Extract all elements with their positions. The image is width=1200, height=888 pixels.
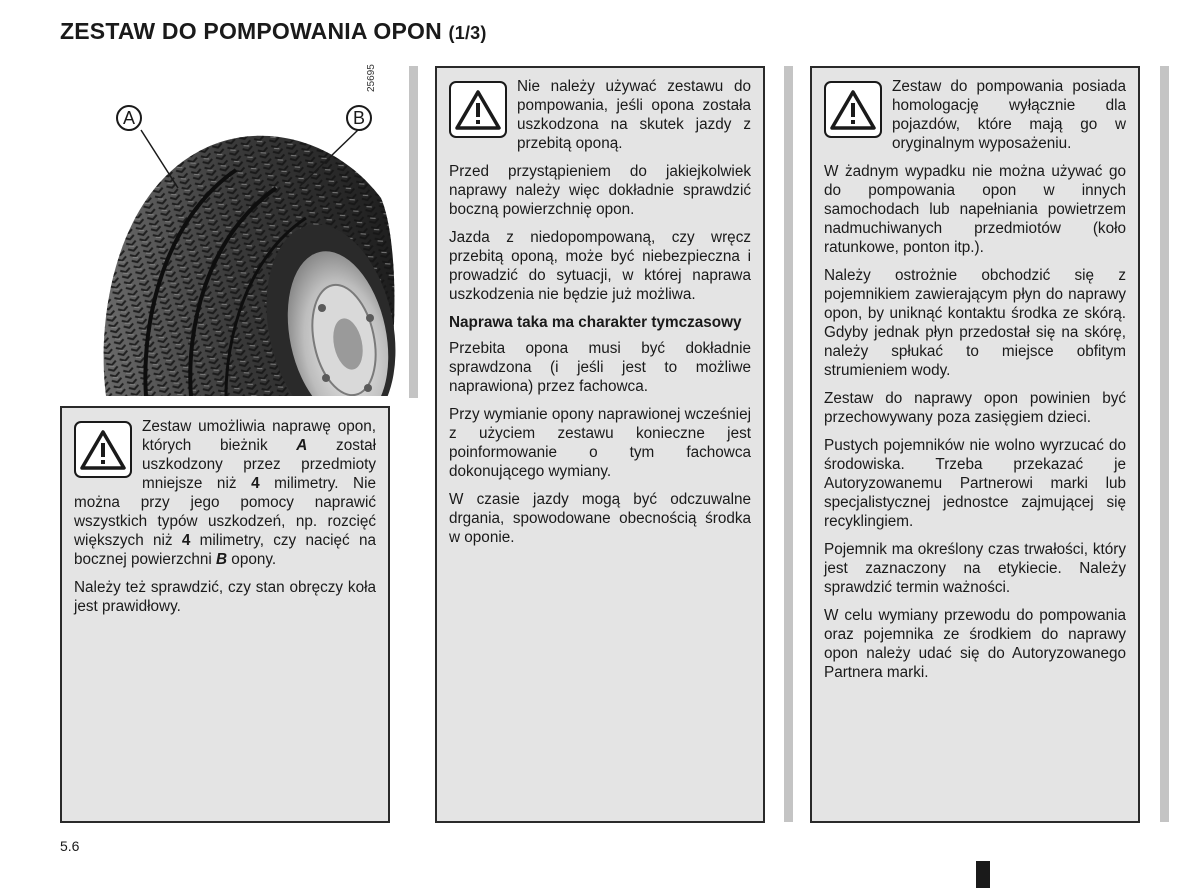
page-edge-marker xyxy=(976,861,990,888)
left-warning-text: Zestaw umożliwia naprawę opon, których bieżnik A został uszkodzony przez przedmioty mniejsze niż 4 milimetry. Nie można przy jego pomocy naprawić wszystkich typów uszkodzeń, np. rozcięć większych niż 4 milimetry, czy nacięć na bocznej powierzchni B opony. xyxy=(74,418,377,568)
middle-paragraph-2: Jazda z niedopompowaną, czy wręcz przebitą oponą, może być niebezpieczna i prowadzić do sytuacji, w której naprawa uszkodzenia nie będzie już możliwa. xyxy=(449,229,751,303)
figure-reference-number: 25695 xyxy=(366,64,377,92)
right-paragraph-5: Pojemnik ma określony czas trwałości, który jest zaznaczony na etykiecie. Należy sprawdzić termin ważności. xyxy=(824,541,1126,596)
middle-heading: Naprawa taka ma charakter tymczasowy xyxy=(449,314,742,331)
sidewall-label: B xyxy=(216,551,228,568)
column-bar-left xyxy=(409,66,418,398)
warning-icon xyxy=(824,81,882,138)
page-number: 5.6 xyxy=(60,838,80,854)
tread-label: A xyxy=(296,437,308,454)
callout-b: B xyxy=(346,105,372,131)
middle-paragraph-4: Przy wymianie opony naprawionej wcześniej z użyciem zestawu konieczne jest poinformowanie o tym fachowca dokonującego wymiany. xyxy=(449,406,751,480)
title-part: (1/3) xyxy=(448,23,487,43)
right-paragraph-4: Pustych pojemników nie wolno wyrzucać do środowiska. Trzeba przekazać je Autoryzowanemu Partnerowi marki lub specjalistycznej jednostce zajmującej się recyklingiem. xyxy=(824,437,1126,530)
middle-paragraph-1: Przed przystąpieniem do jakiejkolwiek naprawy należy więc dokładnie sprawdzić boczną powierzchnię opon. xyxy=(449,163,751,218)
warning-icon xyxy=(74,421,132,478)
right-paragraph-1: W żadnym wypadku nie można używać go do pompowania opon w innych samochodach lub napełniania powietrzem nadmuchiwanych przedmiotów (koło ratunkowe, ponton itp.). xyxy=(824,163,1126,256)
right-paragraph-3: Zestaw do naprawy opon powinien być przechowywany poza zasięgiem dzieci. xyxy=(824,390,1126,426)
middle-paragraph-5: W czasie jazdy mogą być odczuwalne drgania, spowodowane obecnością środka w oponie. xyxy=(449,491,751,546)
right-paragraph-6: W celu wymiany przewodu do pompowania oraz pojemnika ze środkiem do naprawy opon należy udać się do Autoryzowanego Partnera marki. xyxy=(824,607,1126,681)
warning-icon xyxy=(449,81,507,138)
right-paragraph-2: Należy ostrożnie obchodzić się z pojemnikiem zawierającym płyn do naprawy opon, by uniknąć kontaktu środka ze skórą. Gdyby jednak płyn przedostał się na skórę, należy spłukać to miejsce obfitym strumieniem wody. xyxy=(824,267,1126,379)
column-bar-middle xyxy=(784,66,793,822)
page-title xyxy=(60,18,487,45)
right-warning-text: Zestaw do pompowania posiada homologację wyłącznie dla pojazdów, które mają go w oryginalnym wyposażeniu. xyxy=(892,78,1126,152)
callout-a: A xyxy=(116,105,142,131)
title-main: ZESTAW DO POMPOWANIA OPON xyxy=(60,18,442,44)
left-warning-panel xyxy=(60,406,390,823)
column-bar-right xyxy=(1160,66,1169,822)
right-warning-panel xyxy=(810,66,1140,823)
middle-warning-panel xyxy=(435,66,765,823)
left-paragraph-2: Należy też sprawdzić, czy stan obręczy koła jest prawidłowy. xyxy=(74,579,376,615)
middle-warning-text: Nie należy używać zestawu do pompowania, jeśli opona została uszkodzona na skutek jazdy z przebitą oponą. xyxy=(517,78,751,152)
middle-paragraph-3: Przebita opona musi być dokładnie sprawdzona (i jeśli jest to możliwe naprawiona) przez fachowca. xyxy=(449,340,751,395)
